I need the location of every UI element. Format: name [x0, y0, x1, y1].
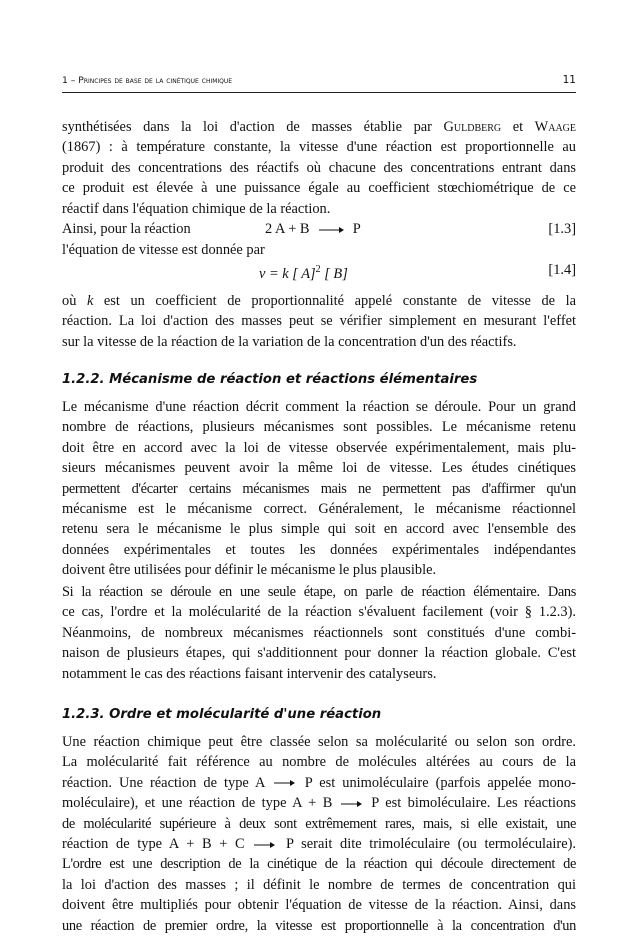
running-title: 1 – Principes de base de la cinétique chimique	[62, 75, 233, 86]
text-line: ce produit est élevée à une puissance égale au coefficient stœchiométrique de ce	[62, 180, 576, 197]
text-line: notamment le cas des réactions faisant intervenir des catalyseurs.	[62, 665, 437, 682]
text-line: de molécularité supérieure à deux sont extrêmement rares, mais, si elle existait, une	[62, 815, 576, 832]
text-line: mécanisme est le mécanisme correct. Généralement, le mécanisme réactionnel	[62, 500, 576, 517]
equation-1-4-line	[62, 260, 576, 280]
text-line: sur la vitesse de la réaction de la variation de la concentration d'un des réactifs.	[62, 333, 517, 350]
text-line: réaction. La loi d'action des masses peut se vérifier simplement en mesurant l'effet	[62, 313, 576, 330]
text-line	[62, 291, 576, 311]
text-fragment: où	[62, 293, 87, 309]
text-line: doit être en accord avec la loi de vitesse observée expérimentalement, mais plu-	[62, 439, 576, 456]
text-line: données expérimentales et toutes les données expérimentales indépendantes	[62, 541, 576, 558]
text-fragment: synthétisées dans la loi d'action de masses établie par	[62, 119, 444, 135]
author-guldberg: Guldberg	[443, 119, 502, 135]
paragraph-mass-action-law	[62, 117, 576, 219]
equation-number: [1.4]	[548, 262, 576, 278]
text-line: Le mécanisme d'une réaction décrit comment la réaction se déroule. Pour un grand	[62, 399, 576, 415]
text-line: La molécularité fait référence au nombre de molécules altérées au cours de la	[62, 754, 576, 771]
equation-lead-text: l'équation de vitesse est donnée par	[62, 242, 265, 258]
text-line	[62, 834, 576, 854]
text-line: permettent d'écarter certains mécanismes mais ne permettent pas d'affirmer qu'un	[62, 480, 576, 497]
rate-expression: v = k [ A]	[259, 265, 316, 282]
text-fragment: et	[501, 119, 535, 135]
text-fragment: est un coefficient de proportionnalité appelé constante de vitesse de la	[93, 293, 576, 309]
text-line: (1867) : à température constante, la vitesse d'une réaction est proportionnelle au	[62, 139, 576, 156]
equation-1-3-line	[62, 219, 576, 239]
equation-number: [1.3]	[548, 221, 576, 237]
reaction-arrow-icon	[313, 225, 349, 235]
text-line: sieurs mécanismes peuvent avoir la même loi de vitesse. Les études cinétiques	[62, 460, 576, 477]
equation-1-4-lead-line	[62, 240, 576, 260]
reaction-arrow-icon	[272, 778, 298, 788]
text-line: la loi d'action des masses ; il définit le nombre de termes de concentration qui	[62, 876, 576, 893]
text-line: naison de plusieurs étapes, qui s'additionnent pour donner la réaction globale. C'est	[62, 645, 576, 662]
equation-1-4	[259, 260, 348, 284]
paragraph-elementary-reaction	[62, 582, 576, 684]
reaction-arrow-icon	[252, 840, 278, 850]
text-line: Néanmoins, de nombreux mécanismes réactionnels sont constitués d'une combi-	[62, 624, 576, 641]
running-header	[62, 74, 576, 86]
text-fragment: P serait dite trimoléculaire (ou termoléculaire).	[278, 835, 576, 852]
text-fragment: réaction. Une réaction de type A	[62, 774, 265, 791]
equation-1-3	[265, 219, 361, 239]
header-rule	[62, 92, 576, 93]
rate-expression-b: [ B]	[320, 265, 348, 282]
text-line	[62, 773, 576, 793]
text-line: nombre de réactions, plusieurs mécanismes sont possibles. Le mécanisme retenu	[62, 419, 576, 436]
text-line	[62, 793, 576, 813]
text-line: Si la réaction se déroule en une seule étape, on parle de réaction élémentaire. Dans	[62, 584, 576, 600]
text-fragment: moléculaire), et une réaction de type A + B	[62, 795, 333, 812]
symbol-k: k	[86, 293, 94, 309]
text-line: produit des concentrations des réactifs où chacune des concentrations entrant dans	[62, 159, 576, 176]
reaction-arrow-icon	[339, 799, 365, 809]
equation-lead-text: Ainsi, pour la réaction	[62, 221, 191, 237]
text-line: réactif dans l'équation chimique de la réaction.	[62, 200, 331, 217]
author-waage: Waage	[534, 119, 576, 135]
text-line: L'ordre est une description de la cinétique de la réaction qui découle directement de	[62, 856, 576, 873]
text-line: doivent être utilisées pour définir le mécanisme le plus plausible.	[62, 562, 437, 579]
text-line: ce cas, l'ordre et la molécularité de la réaction s'évaluent facilement (voir § 1.2.3).	[62, 604, 576, 621]
text-line	[62, 117, 576, 137]
page-number: 11	[562, 74, 576, 86]
text-fragment: P est bimoléculaire. Les réactions	[364, 795, 576, 812]
equation-rhs: P	[352, 221, 361, 237]
book-page	[62, 0, 576, 934]
text-line: une réaction de premier ordre, la vitesse est proportionnelle à la concentration d'un	[62, 917, 576, 934]
paragraph-rate-constant	[62, 291, 576, 352]
equation-lhs: 2 A + B	[265, 221, 310, 237]
text-fragment: réaction de type A + B + C	[62, 835, 245, 852]
text-line: retenu sera le mécanisme le plus simple qui soit en accord avec l'ensemble des	[62, 521, 576, 538]
section-heading-1-2-2: 1.2.2. Mécanisme de réaction et réactions élémentaires	[62, 372, 478, 387]
text-fragment: P est unimoléculaire (parfois appelée mono-	[297, 774, 576, 791]
exponent: 2	[315, 264, 321, 275]
paragraph-order-molecularity	[62, 732, 576, 936]
text-line: doivent être multipliés pour obtenir l'équation de vitesse de la réaction. Ainsi, dans	[62, 897, 576, 914]
text-line: Une réaction chimique peut être classée selon sa molécularité ou selon son ordre.	[62, 734, 576, 750]
paragraph-mechanism	[62, 397, 576, 581]
section-heading-1-2-3: 1.2.3. Ordre et molécularité d'une réaction	[62, 707, 382, 722]
